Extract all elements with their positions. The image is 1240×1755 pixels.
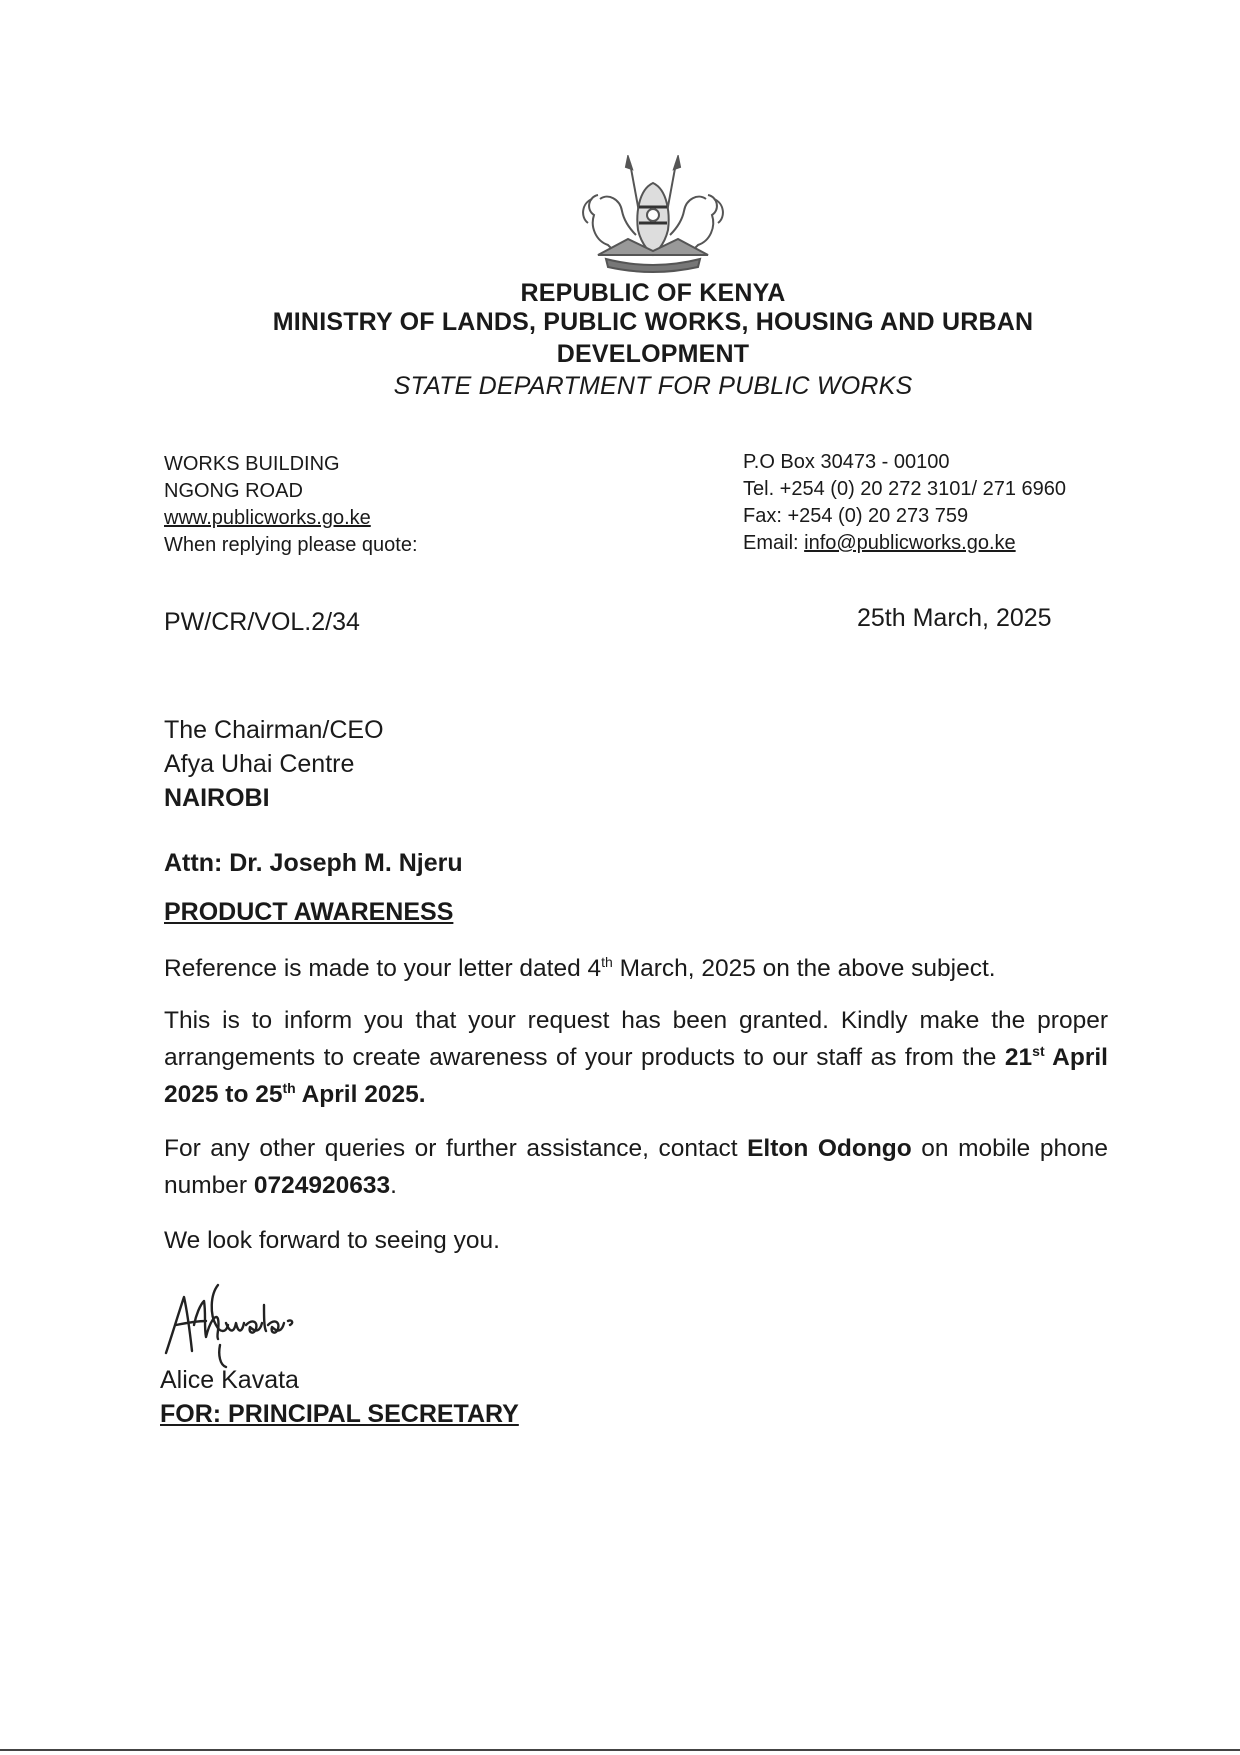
p1-text-after: March, 2025 on the above subject. (612, 955, 996, 982)
handwritten-signature (160, 1275, 340, 1370)
p1-text-before: Reference is made to your letter dated 4 (164, 955, 602, 982)
recipient-organization: Afya Uhai Centre (164, 750, 355, 778)
p3-text-before: For any other queries or further assistance, contact (164, 1135, 748, 1162)
tel-line: Tel. +254 (0) 20 272 3101/ 271 6960 (743, 478, 1067, 500)
p2-end-date: April 2025 (295, 1081, 419, 1108)
signatory-title: FOR: PRINCIPAL SECRETARY (160, 1400, 519, 1428)
page-bottom-rule (0, 1749, 1240, 1751)
ministry-heading-line2: DEVELOPMENT (556, 340, 750, 368)
contact-person: Elton Odongo (747, 1135, 912, 1162)
contact-phone: 0724920633 (253, 1172, 391, 1199)
department-heading: STATE DEPARTMENT FOR PUBLIC WORKS (393, 372, 913, 400)
reference-number: PW/CR/VOL.2/34 (164, 608, 360, 636)
contact-details (743, 449, 1066, 557)
paragraph-contact (164, 1130, 1108, 1204)
p2-date-range: April 2025 to 25 (164, 1044, 1108, 1108)
p2-text: This is to inform you that your request has been granted. Kindly make the proper arrangements to create awareness of your products to our staff as from the (164, 1007, 1108, 1071)
po-box-line: P.O Box 30473 - 00100 (743, 451, 950, 473)
p1-sup: th (601, 953, 613, 970)
p3-text-middle: on mobile phone number (164, 1135, 1108, 1199)
fax-line: Fax: +254 (0) 20 273 759 (743, 505, 969, 527)
p2-start-sup: st (1032, 1042, 1045, 1059)
paragraph-reference (164, 950, 1108, 987)
signatory-name: Alice Kavata (160, 1366, 299, 1394)
road-line: NGONG ROAD (164, 480, 303, 502)
ministry-heading-line1: MINISTRY OF LANDS, PUBLIC WORKS, HOUSING AND URBAN (272, 308, 1034, 336)
quote-note: When replying please quote: (164, 534, 418, 556)
building-line: WORKS BUILDING (164, 453, 340, 475)
coat-of-arms-logo (568, 155, 738, 275)
letter-date: 25th March, 2025 (857, 604, 1052, 632)
attention-line: Attn: Dr. Joseph M. Njeru (164, 849, 463, 877)
p2-end-sup: th (282, 1079, 296, 1096)
p2-start-day: 21 (1004, 1044, 1033, 1071)
website-link[interactable]: www.publicworks.go.ke (164, 507, 371, 529)
paragraph-grant (164, 1002, 1108, 1113)
sender-address (164, 451, 418, 559)
p2-period: . (418, 1081, 426, 1108)
email-line (743, 530, 1066, 557)
email-link[interactable]: info@publicworks.go.ke (804, 532, 1016, 554)
recipient-title: The Chairman/CEO (164, 716, 384, 744)
p3-period: . (390, 1172, 397, 1199)
recipient-city: NAIROBI (164, 784, 270, 812)
closing-line: We look forward to seeing you. (164, 1227, 500, 1254)
recipient-address (164, 713, 384, 815)
email-label: Email: (743, 532, 805, 554)
subject-heading: PRODUCT AWARENESS (164, 898, 454, 926)
country-heading: REPUBLIC OF KENYA (520, 279, 786, 307)
